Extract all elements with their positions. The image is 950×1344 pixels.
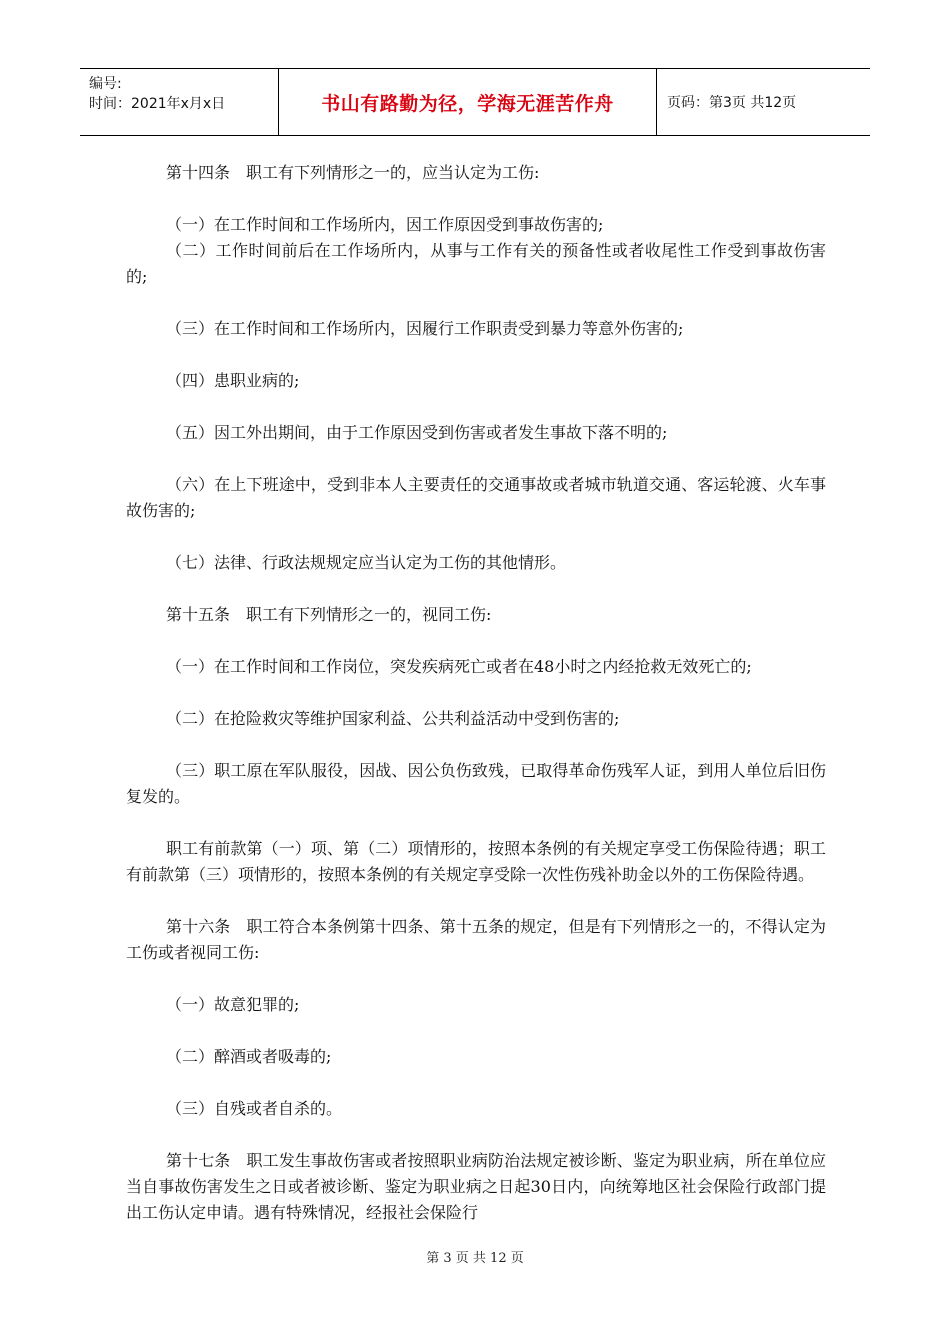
article-16-item-2: （二）醉酒或者吸毒的; [166,1047,332,1066]
article-16-item-1: （一）故意犯罪的; [166,995,300,1014]
article-14-item-1: （一）在工作时间和工作场所内，因工作原因受到事故伤害的; [166,215,604,234]
article-15-item-3: （三）职工原在军队服役，因战、因公负伤致残，已取得革命伤残军人证，到用人单位后旧伤复发的。 [126,761,826,806]
article-15-note: 职工有前款第（一）项、第（二）项情形的，按照本条例的有关规定享受工伤保险待遇；职工有前款第（三）项情形的，按照本条例的有关规定享受除一次性伤残补助金以外的工伤保险待遇。 [126,839,826,884]
article-14-item-2: （二）工作时间前后在工作场所内，从事与工作有关的预备性或者收尾性工作受到事故伤害的; [126,241,826,286]
article-16-item-3: （三）自残或者自杀的。 [166,1099,343,1118]
article-15-item-2: （二）在抢险救灾等维护国家利益、公共利益活动中受到伤害的; [166,709,620,728]
page-header [80,68,870,136]
article-14-item-3: （三）在工作时间和工作场所内，因履行工作职责受到暴力等意外伤害的; [166,319,684,338]
date-label: 时间：2021年x月x日 [89,96,226,112]
document-body [126,160,826,1226]
article-15-heading: 第十五条 职工有下列情形之一的，视同工伤: [166,605,492,624]
article-14-item-6: （六）在上下班途中，受到非本人主要责任的交通事故或者城市轨道交通、客运轮渡、火车事故伤害的; [126,475,826,520]
header-motto: 书山有路勤为径，学海无涯苦作舟 [279,69,657,135]
header-page-code: 页码：第3页 共12页 [667,95,797,111]
article-17-heading: 第十七条 职工发生事故伤害或者按照职业病防治法规定被诊断、鉴定为职业病，所在单位应当自事故伤害发生之日或者被诊断、鉴定为职业病之日起30日内，向统筹地区社会保险行政部门提出工伤认定申请。遇有特殊情况，经报社会保险行 [126,1151,826,1222]
article-14-item-4: （四）患职业病的; [166,371,300,390]
serial-label: 编号: [89,76,122,92]
article-14-item-5: （五）因工外出期间，由于工作原因受到伤害或者发生事故下落不明的; [166,423,668,442]
header-meta [80,69,279,135]
article-16-heading: 第十六条 职工符合本条例第十四条、第十五条的规定，但是有下列情形之一的，不得认定为工伤或者视同工伤: [126,917,826,962]
article-14-heading: 第十四条 职工有下列情形之一的，应当认定为工伤: [166,163,540,182]
article-15-item-1: （一）在工作时间和工作岗位，突发疾病死亡或者在48小时之内经抢救无效死亡的; [166,657,752,676]
page-footer: 第 3 页 共 12 页 [426,1251,524,1266]
article-14-item-7: （七）法律、行政法规规定应当认定为工伤的其他情形。 [166,553,567,572]
